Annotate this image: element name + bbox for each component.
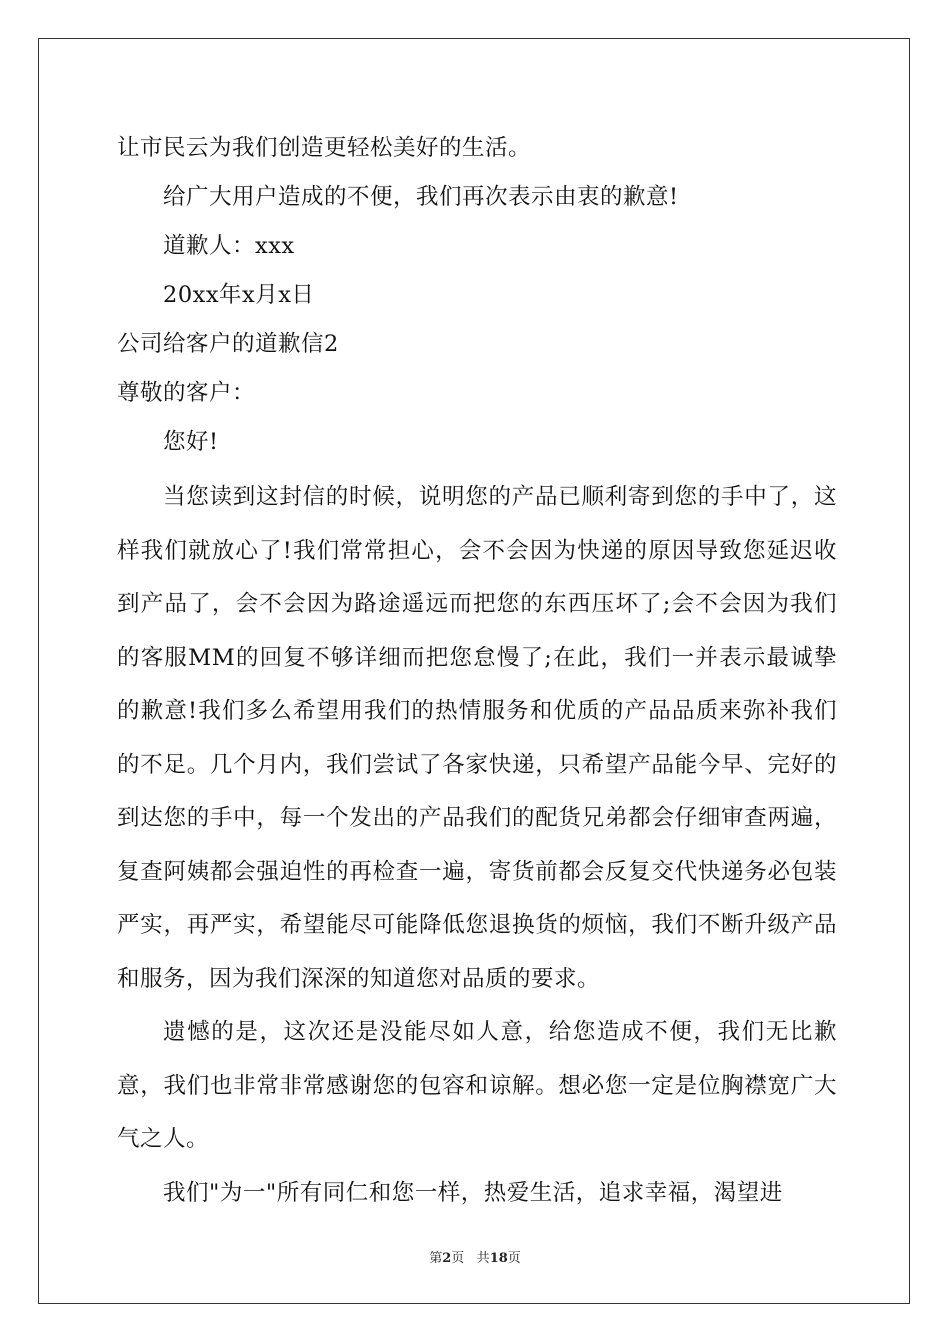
total-label-suffix: 页 xyxy=(507,1251,521,1266)
letter-title: 公司给客户的道歉信2 xyxy=(117,331,339,357)
page-label-mid: 页 xyxy=(451,1251,465,1266)
total-pages-number: 18 xyxy=(489,1251,508,1266)
total-label-prefix: 共 xyxy=(476,1251,490,1266)
salutation: 尊敬的客户： xyxy=(117,380,256,406)
signer-line: 道歉人：xxx xyxy=(163,233,295,259)
paragraph: 我们"为一"所有同仁和您一样，热爱生活，追求幸福，渴望进 xyxy=(163,1179,783,1206)
text-line: 让市民云为我们创造更轻松美好的生活。 xyxy=(117,135,532,161)
apology-sentence: 给广大用户造成的不便，我们再次表示由衷的歉意! xyxy=(163,184,679,210)
paragraph: 遗憾的是，这次还是没能尽如人意，给您造成不便，我们无比歉意，我们也非常非常感谢您的包容和谅解。想必您一定是位胸襟宽广大气之人。 xyxy=(117,1019,837,1152)
paragraph: 当您读到这封信的时候，说明您的产品已顺利寄到您的手中了，这样我们就放心了!我们常常担心，会不会因为快递的原因导致您延迟收到产品了，会不会因为路途遥远而把您的东西压坏了;会不会因为我们的客服MM的回复不够详细而把您怠慢了;在此，我们一并表示最诚挚的歉意!我们多么希望用我们的热情服务和优质的产品品质来弥补我们的不足。几个月内，我们尝试了各家快递，只希望产品能今早、完好的到达您的手中，每一个发出的产品我们的配货兄弟都会仔细审查两遍，复查阿姨都会强迫性的再检查一遍，寄货前都会反复交代快递务必包装严实，再严实，希望能尽可能降低您退换货的烦恼，我们不断升级产品和服务，因为我们深深的知道您对品质的要求。 xyxy=(117,484,837,992)
page-footer xyxy=(0,1247,950,1266)
greeting: 您好! xyxy=(163,429,219,455)
current-page-number: 2 xyxy=(442,1251,452,1266)
document-body xyxy=(117,124,837,1220)
date-line: 20xx年x月x日 xyxy=(163,282,315,308)
page-label-prefix: 第 xyxy=(429,1251,443,1266)
